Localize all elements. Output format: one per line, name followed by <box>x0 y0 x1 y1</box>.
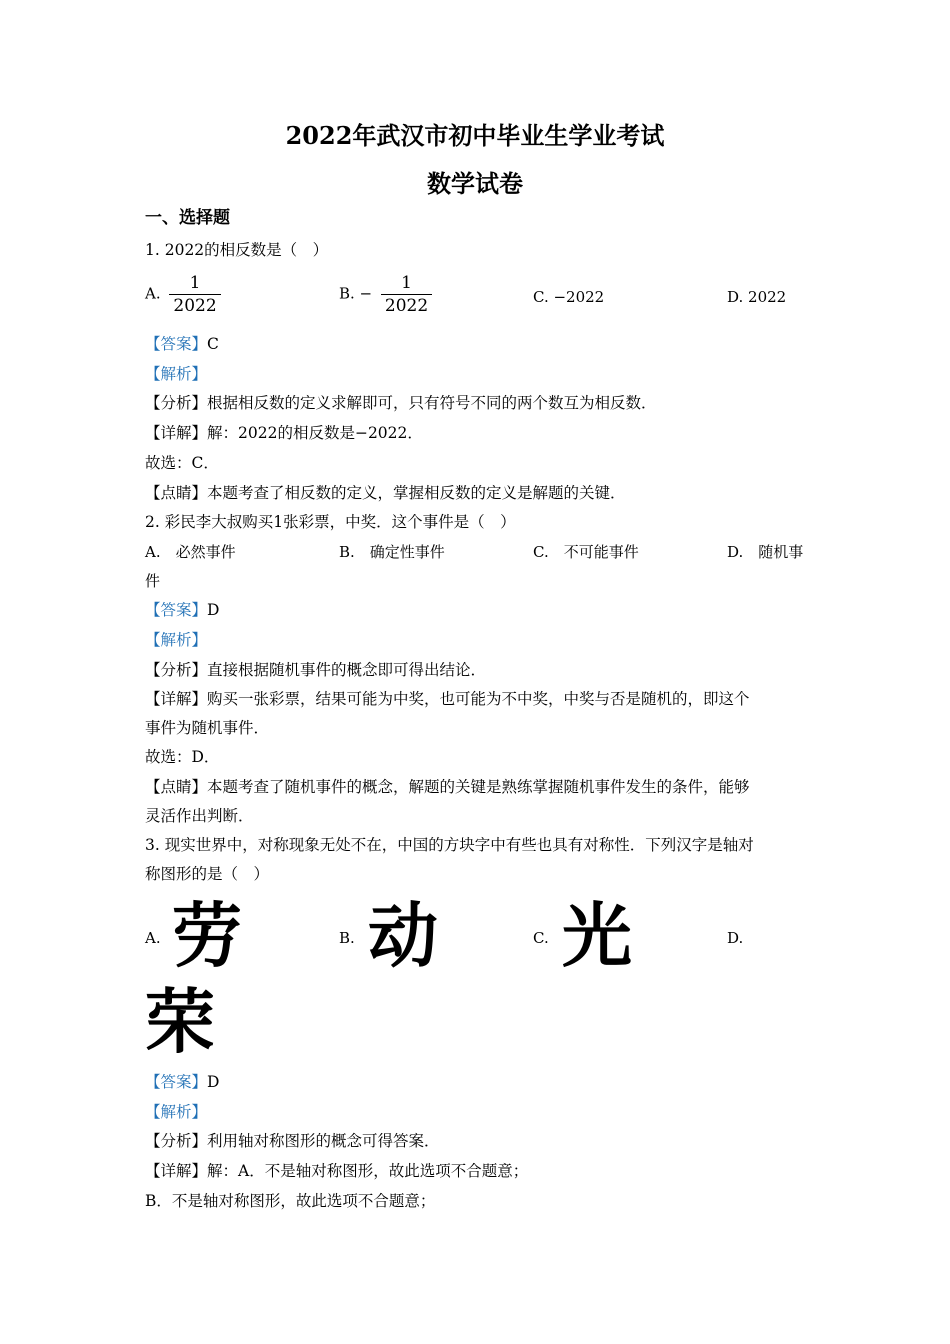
q1-option-d: D. 2022 <box>727 288 787 306</box>
numerator: 1 <box>169 272 220 295</box>
dianjing-tag: 【点睛】 <box>145 778 208 796</box>
q1-analysis-tag: 【解析】 <box>145 365 208 383</box>
denominator: 2022 <box>384 296 429 316</box>
q3-option-a-label: A. <box>145 929 161 947</box>
q3-answer <box>145 1072 219 1092</box>
exam-title: 2022年武汉市初中毕业生学业考试 <box>285 121 665 150</box>
q1-stem: 1. 2022的相反数是（ ） <box>145 241 329 259</box>
q3-option-c-char: 光 <box>562 895 632 977</box>
answer-tag: 【答案】 <box>145 1073 208 1091</box>
q3-option-d-label: D. <box>727 929 744 947</box>
q2-option-b: B. 确定性事件 <box>339 543 445 561</box>
q1-answer <box>145 334 219 354</box>
fenxi-tag: 【分析】 <box>145 1132 208 1150</box>
q3-stem: 3. 现实世界中，对称现象无处不在，中国的方块字中有些也具有对称性．下列汉字是轴对 <box>145 836 754 854</box>
q3-option-a-char: 劳 <box>172 895 242 977</box>
answer-value: D <box>207 1073 220 1091</box>
q3-fenxi <box>145 1131 440 1151</box>
q1-xiangjie <box>145 423 423 443</box>
q2-xiangjie <box>145 689 750 709</box>
q2-dianjing-cont: 灵活作出判断． <box>145 807 254 825</box>
xiangjie-tag: 【详解】 <box>145 690 208 708</box>
dianjing-text: 本题考查了随机事件的概念，解题的关键是熟练掌握随机事件发生的条件，能够 <box>207 778 750 796</box>
q1-option-b-label: B. − <box>339 284 373 303</box>
q1-option-a-label: A. <box>145 284 161 303</box>
answer-value: C <box>207 335 219 353</box>
answer-tag: 【答案】 <box>145 335 208 353</box>
xiangjie-text: 购买一张彩票，结果可能为中奖，也可能为不中奖，中奖与否是随机的，即这个 <box>207 690 750 708</box>
fenxi-text: 根据相反数的定义求解即可，只有符号不同的两个数互为相反数． <box>207 394 657 412</box>
q3-option-d-char: 荣 <box>145 981 215 1063</box>
q2-option-a: A. 必然事件 <box>145 543 236 561</box>
q3-option-b-label: B. <box>339 929 355 947</box>
q1-fenxi <box>145 393 657 413</box>
denominator: 2022 <box>173 296 217 316</box>
fenxi-tag: 【分析】 <box>145 661 208 679</box>
q1-option-b <box>339 272 432 317</box>
q3-option-c-label: C. <box>533 929 549 947</box>
q3-stem-cont: 称图形的是（ ） <box>145 865 270 883</box>
q2-xiangjie-cont: 事件为随机事件． <box>145 719 270 737</box>
dianjing-text: 本题考查了相反数的定义，掌握相反数的定义是解题的关键． <box>207 484 626 502</box>
q3-analysis-tag: 【解析】 <box>145 1103 208 1121</box>
q2-fenxi <box>145 660 486 680</box>
fenxi-text: 直接根据随机事件的概念即可得出结论． <box>207 661 487 679</box>
q3-option-b-char: 动 <box>368 895 438 977</box>
q2-option-d: D. 随机事 <box>727 543 804 561</box>
q2-option-d-wrap: 件 <box>145 572 161 590</box>
q1-option-a <box>145 272 221 317</box>
q2-answer <box>145 600 219 620</box>
fenxi-tag: 【分析】 <box>145 394 208 412</box>
xiangjie-tag: 【详解】 <box>145 1162 208 1180</box>
q1-guxuan: 故选：C． <box>145 454 219 472</box>
q3-xiangjie <box>145 1161 528 1181</box>
xiangjie-text: 解：2022的相反数是−2022． <box>207 424 423 442</box>
q3-xiangjie-b: B．不是轴对称图形，故此选项不合题意； <box>145 1192 436 1210</box>
answer-value: D <box>207 601 220 619</box>
q2-analysis-tag: 【解析】 <box>145 631 208 649</box>
xiangjie-tag: 【详解】 <box>145 424 208 442</box>
q1-option-c: C. −2022 <box>533 288 605 306</box>
dianjing-tag: 【点睛】 <box>145 484 208 502</box>
q1-dianjing <box>145 483 626 503</box>
q1-option-a-fraction <box>169 272 220 317</box>
q2-dianjing <box>145 777 750 797</box>
exam-subtitle: 数学试卷 <box>427 169 523 198</box>
section-heading: 一、选择题 <box>145 208 230 228</box>
numerator: 1 <box>381 272 432 295</box>
q2-guxuan: 故选：D． <box>145 748 220 766</box>
fenxi-text: 利用轴对称图形的概念可得答案． <box>207 1132 440 1150</box>
answer-tag: 【答案】 <box>145 601 208 619</box>
q2-stem: 2. 彩民李大叔购买1张彩票，中奖．这个事件是（ ） <box>145 513 516 531</box>
q2-option-c: C. 不可能事件 <box>533 543 639 561</box>
q1-option-b-fraction <box>381 272 432 317</box>
xiangjie-text: 解：A．不是轴对称图形，故此选项不合题意； <box>207 1162 529 1180</box>
